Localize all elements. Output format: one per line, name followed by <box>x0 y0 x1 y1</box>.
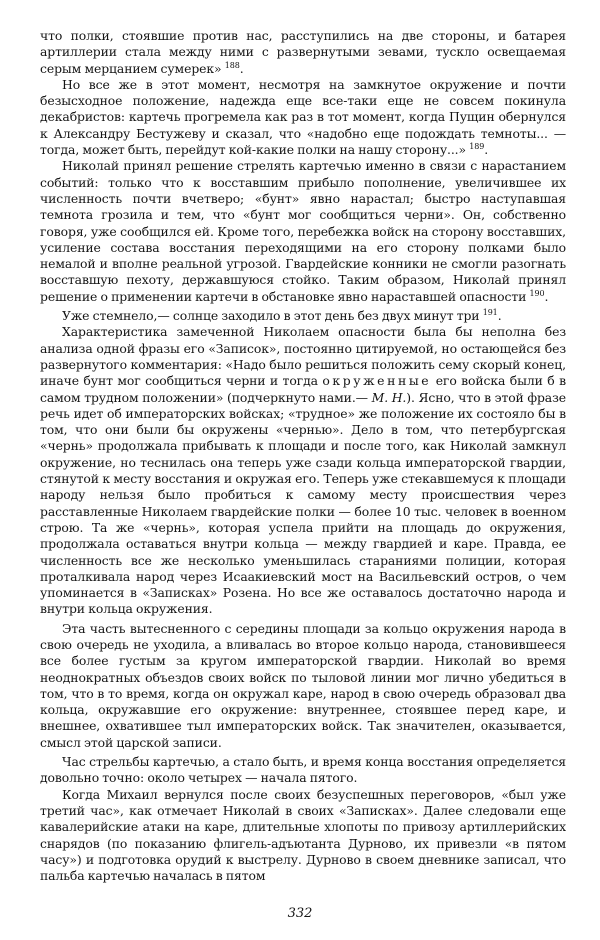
paragraph-5 <box>40 324 566 617</box>
paragraph-5-text-b: его войска были б в самом трудном положении» (подчеркнуто нами.— <box>40 373 566 405</box>
paragraph-2 <box>40 77 566 158</box>
paragraph-7 <box>40 754 566 787</box>
paragraph-2-text: Но все же в этот момент, несмотря на замкнутое окружение и почти безысходное положение, надежда еще все-таки еще не совсем покинула декабристов: картечь прогремела как раз в тот момент, когда Пущин обернулся к Александру Бестужеву и сказал, что «надобно еще подождать темноты... — тогда, может быть, перейдут кой-какие полки на нашу сторону...» <box>40 76 566 158</box>
spaced-emphasis: окруженные <box>322 373 432 389</box>
paragraph-3-tail: . <box>544 288 549 304</box>
footnote-ref-189[interactable]: 189 <box>469 142 485 152</box>
paragraph-7-text: Час стрельбы картечью, а стало быть, и время конца восстания определяется довольно точно: около четырех — начала пятого. <box>40 754 566 786</box>
footnote-ref-188[interactable]: 188 <box>224 60 240 70</box>
paragraph-5-text-a: Характеристика замеченной Николаем опасности была бы неполна без анализа одной фразы его «Записок», постоянно цитируемой, но остающейся без развернутого комментария: «Надо было решиться положить сему скорый конец, иначе бунт мог сообщиться черни и тогда <box>40 324 566 389</box>
paragraph-8-text: Когда Михаил вернулся после своих безуспешных переговоров, «был уже третий час», как отмечает Николай в своих «Записках». Далее следовали еще кавалерийские атаки на каре, длительные хлопоты по привозу артиллерийских снарядов (по показанию флигель-адъютанта Дурново, их привезли «в пятом часу») и подготовка орудий к выстрелу. Дурново в своем дневнике записал, что пальба картечью началась в пятом <box>40 786 566 884</box>
page-number: 332 <box>287 906 313 921</box>
paragraph-5-text-c: ). Ясно, что в этой фразе речь идет об императорских войсках; «трудное» же положение их состояло бы в том, что они были бы окружены «чернью». Дело в том, что петербургская «чернь» продолжала прибывать к площади и после того, как Николай замкнул окружение, но теснилась она теперь уже сзади кольца императорской гвардии, стянутой к месту восстания и окружая его. Теперь уже стекавшемуся к площади народу нельзя было пробиться к самому месту происшествия через расставленные Николаем гвардейские полки — более 10 тыс. человек в военном строю. Та же «чернь», которая успела прийти на площадь до окружения, продолжала оставаться внутри кольца — между гвардией и каре. Правда, ее численность все же несколько уменьшилась стараниями полиции, которая проталкивала народ через Исаакиевский мост на Васильевский остров, о чем упоминается в «Записках» Розена. Но все же оставалось достаточно народа и внутри кольца окружения. <box>40 389 566 617</box>
body-text <box>40 28 566 884</box>
paragraph-3 <box>40 158 566 305</box>
author-initials: М. Н. <box>371 389 407 405</box>
paragraph-2-tail: . <box>484 142 489 158</box>
footnote-ref-191[interactable]: 191 <box>482 308 498 318</box>
paragraph-6-text: Эта часть вытесненного с середины площади за кольцо окружения народа в свою очередь не уходила, а вливалась во второе кольцо народа, становившееся все более густым за кругом императорской гвардии. Николай во время неоднократных объездов своих войск по тыловой линии мог лично убедиться в том, что в то время, когда он окружал каре, народ в свою очередь образовал два кольца, окружавшие его окружение: внутреннее, стоявшее перед каре, и внешнее, охватившее тыл императорских войск. Так значителен, оказывается, смысл этой царской записи. <box>40 620 566 750</box>
paragraph-1-text: что полки, стоявшие против нас, расступились на две стороны, и батарея артиллерии стала между ними с развернутыми зевами, тускло освещаемая серым мерцанием сумерек» <box>40 28 566 76</box>
paragraph-1 <box>40 28 566 77</box>
paragraph-8 <box>40 787 566 885</box>
paragraph-4-text: Уже стемнело,— солнце заходило в этот день без двух минут три <box>62 308 483 324</box>
footnote-ref-190[interactable]: 190 <box>529 288 545 298</box>
paragraph-3-text: Николай принял решение стрелять картечью именно в связи с нарастанием событий: только что к восставшим прибыло пополнение, увеличившее их численность почти вчетверо; «бунт» явно нарастал; быстро наступавшая темнота грозила и тем, что «бунт мог сообщиться черни». Он, собственно говоря, уже сообщился ей. Кроме того, перебежка войск на сторону восставших, усиление состава восстания переходящими на его сторону полками было немалой и вполне реальной угрозой. Гвардейские конники не смогли разогнать восставшую пехоту, державшуюся стойко. Таким образом, Николай принял решение о применении картечи в обстановке явно нараставшей опасности <box>40 158 566 304</box>
paragraph-4 <box>40 308 566 324</box>
paragraph-1-tail: . <box>239 60 244 76</box>
paragraph-4-tail: . <box>497 308 502 324</box>
paragraph-6 <box>40 621 566 751</box>
